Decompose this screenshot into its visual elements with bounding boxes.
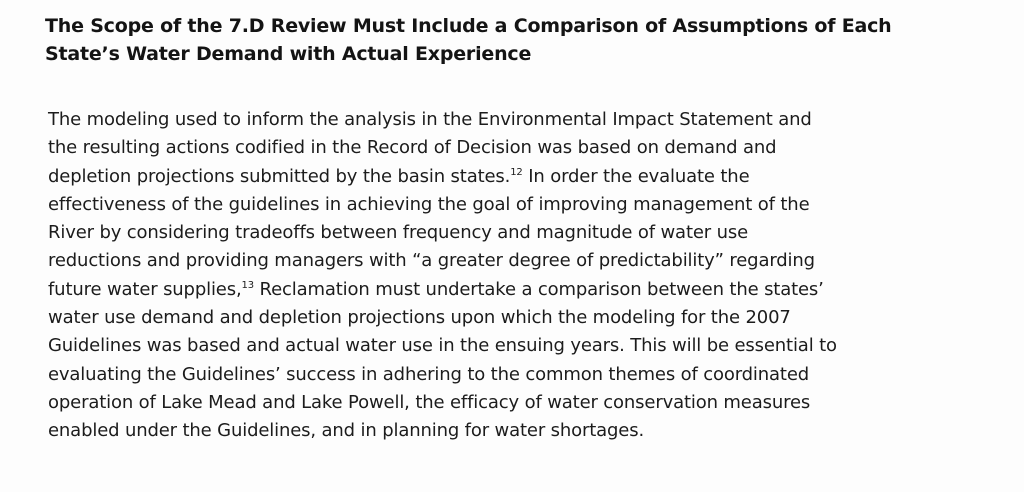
paragraph-line: effectiveness of the guidelines in achieving the goal of improving management of the: [48, 193, 810, 215]
heading-line-1: The Scope of the 7.D Review Must Include a Comparison of Assumptions of Each: [45, 15, 892, 37]
section-heading: [45, 12, 1005, 68]
paragraph-line: the resulting actions codified in the Record of Decision was based on demand and: [48, 137, 777, 159]
paragraph-line: Guidelines was based and actual water use in the ensuing years. This will be essential to: [48, 335, 837, 357]
paragraph-line: The modeling used to inform the analysis in the Environmental Impact Statement and: [48, 109, 812, 130]
paragraph-line: enabled under the Guidelines, and in planning for water shortages.: [48, 420, 645, 442]
footnote-ref-12[interactable]: 12: [510, 166, 523, 178]
body-paragraph: [48, 106, 1008, 446]
paragraph-text: In order the evaluate the: [522, 165, 750, 187]
paragraph-line: [48, 163, 1008, 191]
paragraph-line: [48, 276, 1008, 304]
paragraph-text: depletion projections submitted by the basin states.: [48, 165, 511, 187]
paragraph-line: River by considering tradeoffs between frequency and magnitude of water use: [48, 222, 749, 244]
paragraph-line: evaluating the Guidelines’ success in adhering to the common themes of coordinated: [48, 363, 810, 385]
paragraph-line: operation of Lake Mead and Lake Powell, the efficacy of water conservation measures: [48, 391, 811, 413]
footnote-ref-13[interactable]: 13: [241, 279, 254, 291]
paragraph-line: reductions and providing managers with “a greater degree of predictability” regarding: [48, 250, 815, 272]
heading-line-2: State’s Water Demand with Actual Experience: [45, 43, 532, 65]
paragraph-line: water use demand and depletion projections upon which the modeling for the 2007: [48, 307, 791, 329]
paragraph-text: future water supplies,: [48, 278, 242, 300]
paragraph-text: Reclamation must undertake a comparison between the states’: [253, 278, 824, 300]
